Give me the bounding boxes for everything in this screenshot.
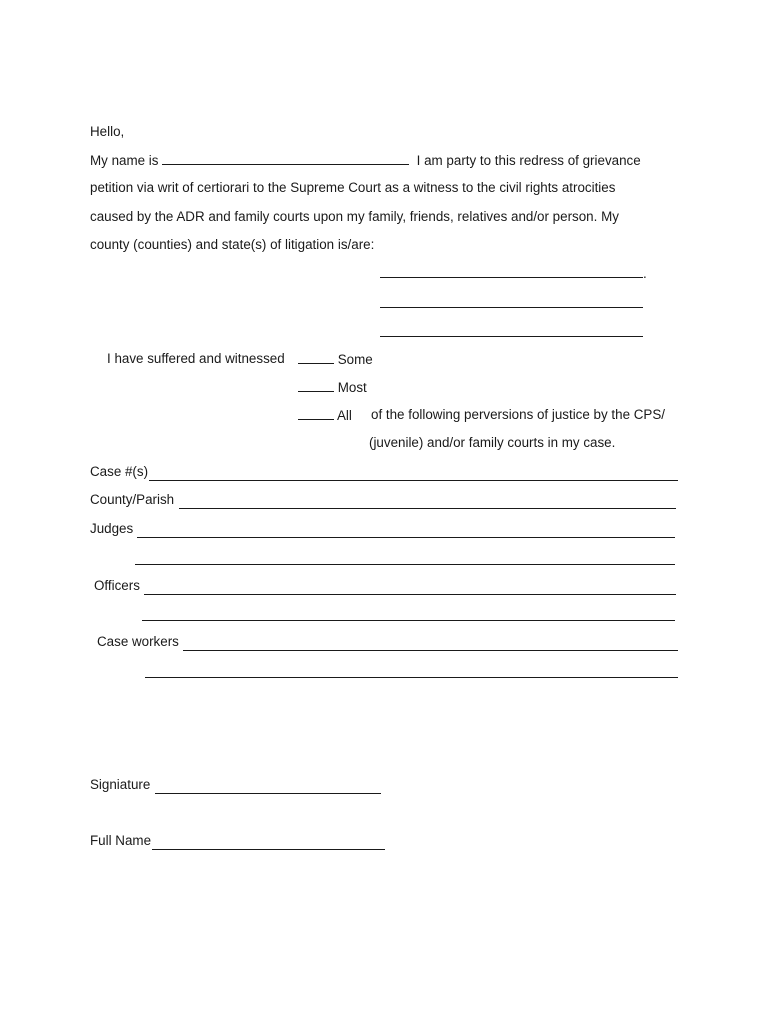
body-line-3: caused by the ADR and family courts upon my family, friends, relatives and/or person. My	[90, 209, 619, 224]
full-name-label: Full Name	[90, 833, 152, 848]
officers-blank-2[interactable]	[142, 619, 675, 621]
county-parish-field[interactable]	[90, 491, 676, 509]
county-blank-1[interactable]	[380, 264, 643, 278]
option-all[interactable]	[298, 406, 352, 425]
signature-label: Signiature	[90, 777, 151, 792]
option-some-blank[interactable]	[298, 350, 334, 364]
body-line-4: county (counties) and state(s) of litigation is/are:	[90, 237, 375, 252]
case-workers-label: Case workers	[97, 634, 179, 649]
officers-label: Officers	[94, 578, 140, 593]
experience-lead: I have suffered and witnessed	[107, 351, 285, 366]
case-number-label: Case #(s)	[90, 464, 149, 479]
county-line-1-period: .	[643, 266, 647, 281]
experience-tail-1: of the following perversions of justice by the CPS/	[371, 407, 665, 422]
name-suffix: I am party to this redress of grievance	[416, 153, 641, 168]
greeting: Hello,	[90, 124, 125, 139]
officers-blank[interactable]	[144, 581, 676, 595]
signature-blank[interactable]	[155, 780, 381, 794]
name-line	[90, 151, 641, 170]
option-some-label: Some	[337, 352, 373, 367]
officers-field[interactable]	[94, 577, 676, 595]
case-number-blank[interactable]	[149, 467, 678, 481]
county-parish-label: County/Parish	[90, 492, 175, 507]
option-all-blank[interactable]	[298, 406, 334, 420]
case-workers-field[interactable]	[97, 633, 678, 651]
option-most-blank[interactable]	[298, 378, 334, 392]
case-workers-blank-2[interactable]	[145, 676, 678, 678]
option-all-label: All	[336, 408, 352, 423]
option-most-label: Most	[337, 380, 367, 395]
judges-label: Judges	[90, 521, 134, 536]
full-name-field[interactable]	[90, 832, 385, 850]
full-name-blank[interactable]	[152, 836, 385, 850]
judges-blank[interactable]	[137, 524, 675, 538]
county-line-1[interactable]	[380, 264, 647, 283]
county-blank-3[interactable]	[380, 335, 643, 337]
judges-field[interactable]	[90, 520, 675, 538]
case-number-field[interactable]	[90, 463, 678, 481]
signature-field[interactable]	[90, 776, 381, 794]
body-line-2: petition via writ of certiorari to the Supreme Court as a witness to the civil rights atrocities	[90, 180, 616, 195]
option-most[interactable]	[298, 378, 367, 397]
case-workers-blank[interactable]	[183, 637, 678, 651]
experience-tail-2: (juvenile) and/or family courts in my case.	[369, 435, 616, 450]
name-prefix: My name is	[90, 153, 159, 168]
judges-blank-2[interactable]	[135, 563, 675, 565]
county-parish-blank[interactable]	[179, 495, 676, 509]
county-blank-2[interactable]	[380, 306, 643, 308]
option-some[interactable]	[298, 350, 373, 369]
name-blank[interactable]	[162, 151, 409, 165]
